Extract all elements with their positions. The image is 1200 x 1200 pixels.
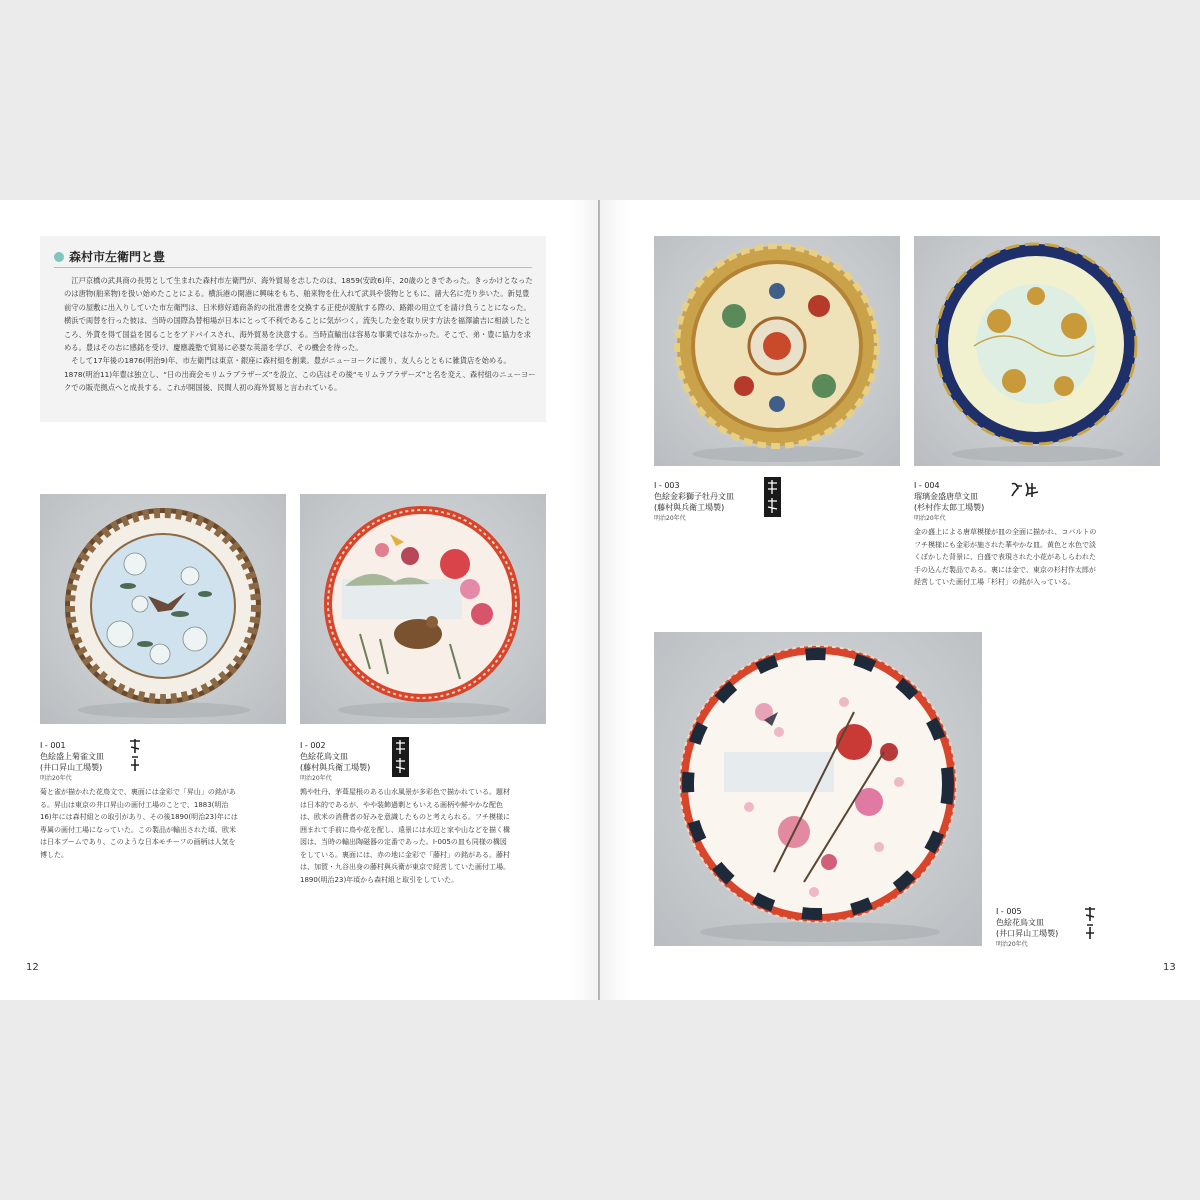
item-id: I - 004 xyxy=(914,481,940,490)
backstamp-shozan-i005 xyxy=(1083,905,1097,945)
backstamp-fujimura-i003 xyxy=(764,477,781,517)
intro-body xyxy=(64,274,536,395)
item-date: 明治20年代 xyxy=(914,515,946,522)
description-i001: 菊と雀が描かれた花鳥文で、裏面には金彩で「昇山」の銘がある。昇山は東京の井口昇山の画付工場のことで、1883(明治16)年には森村組との取引があり、その後1890(明治23)年には専属の画付工場になっていた。この製品が輸出された頃、欧米は日本ブームであり、このような日本モチーフの画柄は人気を博した。 xyxy=(40,788,238,859)
plate-photo-i003 xyxy=(654,236,900,466)
item-maker: (藤村與兵衛工場製) xyxy=(654,503,725,512)
caption-i001 xyxy=(40,740,104,784)
plate-photo-i004 xyxy=(914,236,1160,466)
item-id: I - 005 xyxy=(996,907,1022,916)
item-date: 明治20年代 xyxy=(40,775,72,782)
item-maker: (杉村作太郎工場製) xyxy=(914,503,985,512)
page-number-left: 12 xyxy=(26,962,39,973)
item-title: 色絵盛上菊雀文皿 xyxy=(40,752,104,761)
description-i002: 鶉や牡丹、茅葺屋根のある山水風景が多彩色で描かれている。題材は日本的であるが、やや装飾過剰ともいえる画柄や鮮やかな配色は、欧米の消費者の好みを意識したものと考えられる。フチ模様に囲まれて手前に鳥や花を配し、遠景には水辺と家や山などを描く構図は、当時の輸出陶磁器の定番であった。I-005の皿も同様の構図をしている。裏面には、赤の地に金彩で「藤村」の銘がある。藤村は、加賀・九谷出身の藤村與兵衛が東京で経営していた画付工場。1890(明治23)年頃から森村組と取引をしていた。 xyxy=(300,788,510,884)
item-maker: (井口昇山工場製) xyxy=(996,929,1059,938)
intro-box xyxy=(40,236,546,422)
backstamp-sugimura-i004 xyxy=(1010,480,1040,500)
backstamp-fujimura-i002 xyxy=(392,737,409,777)
gutter-shadow xyxy=(570,200,630,1000)
plate-i001-image xyxy=(40,494,286,724)
item-id: I - 001 xyxy=(40,741,66,750)
caption-i005 xyxy=(996,906,1058,950)
intro-rule xyxy=(54,267,532,268)
item-date: 明治20年代 xyxy=(654,515,686,522)
plate-photo-i005 xyxy=(654,632,982,946)
item-date: 明治20年代 xyxy=(996,941,1028,948)
item-maker: (井口昇山工場製) xyxy=(40,763,103,772)
intro-paragraph: 江戸京橋の武具商の長男として生まれた森村市左衛門が、海外貿易を志したのは、1859(安政6)年、20歳のときであった。きっかけとなったのは唐物(舶来物)を扱い始めたことによる。横浜港の開港に興味をもち、舶来物を仕入れて武具や袋物とともに、諸大名に売り歩いた。新見豊前守の屋敷に出入りしていた市左衛門は、日米修好通商条約の批准書を交換する正使が渡航する際の、路銀の用立てを請け負うことになった。横浜で両替を行った彼は、当時の国際為替相場が日本にとって不利であることに気がつく。流失した金を取り戻す方法を福澤諭吉に相談したところ、外貨を得て国益を図ることをアドバイスされ、海外貿易を決意する。当時直輸出は容易な事業ではなかった。そこで、弟・豊に協力を求める。豊はその志に感銘を受け、慶應義塾で貿易に必要な英語を学び、その機会を待った。 xyxy=(64,276,533,353)
caption-i002 xyxy=(300,740,370,784)
page-number-right: 13 xyxy=(1163,962,1176,973)
plate-i004-image xyxy=(914,236,1160,466)
plate-photo-i001 xyxy=(40,494,286,724)
description-i004: 金の盛上による唐草模様が皿の全面に描かれ、コバルトのフチ模様にも金彩が施された華やかな皿。黄色と水色で淡くぼかした背景に、白盛で表現された小花があしらわれた手の込んだ製品である。裏には金で、東京の杉村作太郎が経営していた画付工場「杉村」の銘が入っている。 xyxy=(914,528,1097,586)
item-title: 色絵花鳥文皿 xyxy=(996,918,1044,927)
item-title: 色絵花鳥文皿 xyxy=(300,752,348,761)
item-maker: (藤村與兵衛工場製) xyxy=(300,763,371,772)
item-id: I - 002 xyxy=(300,741,326,750)
page-gutter xyxy=(598,200,600,1000)
plate-photo-i002 xyxy=(300,494,546,724)
item-title: 瑠璃金盛唐草文皿 xyxy=(914,492,978,501)
plate-i005-image xyxy=(654,632,982,946)
intro-heading xyxy=(54,248,165,265)
item-date: 明治20年代 xyxy=(300,775,332,782)
backstamp-shozan-i001 xyxy=(128,737,142,777)
item-title: 色絵金彩獅子牡丹文皿 xyxy=(654,492,734,501)
item-id: I - 003 xyxy=(654,481,680,490)
plate-i003-image xyxy=(654,236,900,466)
heading-bullet-icon xyxy=(54,252,64,262)
caption-i003 xyxy=(654,480,734,524)
caption-i004 xyxy=(914,480,984,524)
intro-paragraph: そして17年後の1876(明治9)年、市左衛門は東京・銀座に森村組を創業。豊がニューヨークに渡り、友人らとともに雑貨店を始める。1878(明治11)年豊は独立し、“日の出商会モリムラブラザーズ”を設立、この店はその後“モリムラブラザーズ”と名を変え、森村組のニューヨークでの販売拠点へと成長する。これが開国後、民間人初の海外貿易と言われている。 xyxy=(64,356,536,393)
intro-heading-text: 森村市左衛門と豊 xyxy=(69,250,166,264)
plate-i002-image xyxy=(300,494,546,724)
book-spread xyxy=(0,200,1200,1000)
